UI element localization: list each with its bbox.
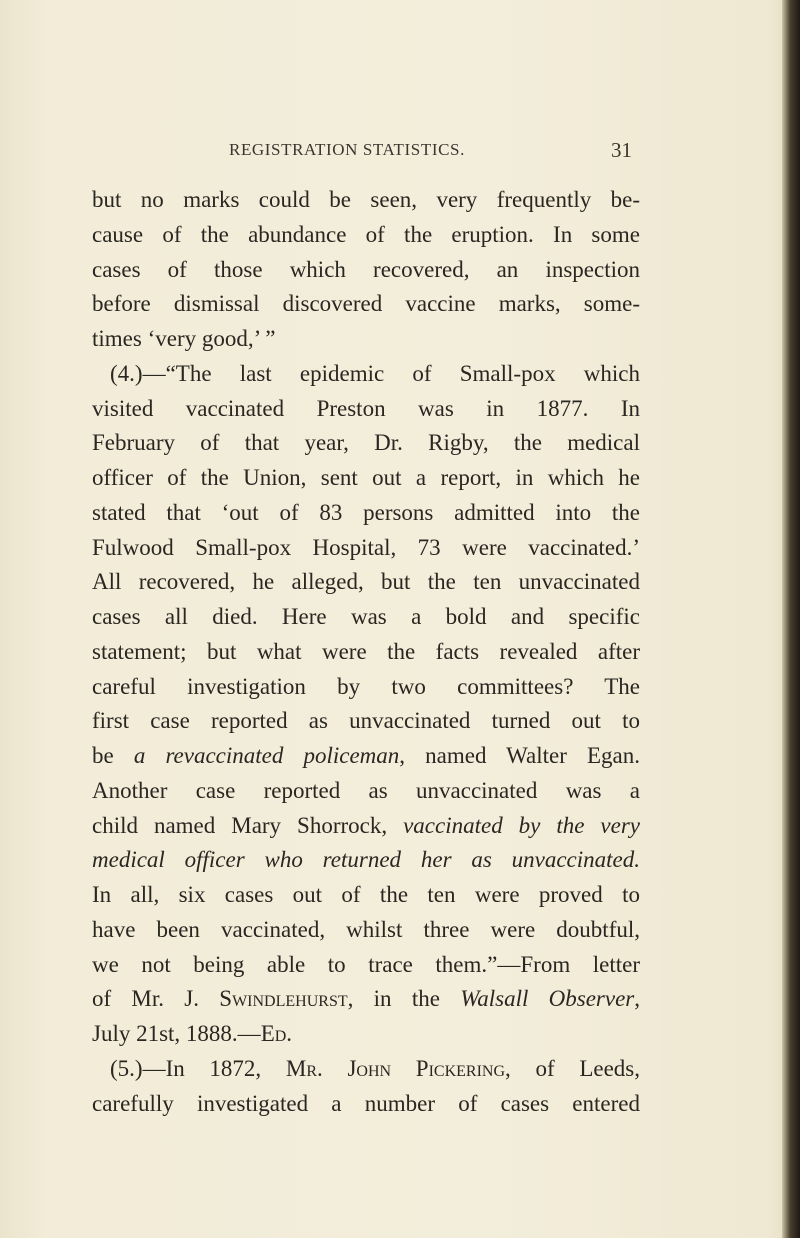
text-segment: before dismissal discovered vaccine marks, some- — [92, 291, 640, 317]
page-number: 31 — [611, 138, 632, 162]
text-segment: statement; but what were the facts revealed after — [92, 638, 640, 664]
text-segment: a revaccinated policeman — [133, 743, 400, 768]
text-segment: , — [634, 986, 640, 1012]
text-line — [92, 739, 640, 774]
running-head-title: REGISTRATION STATISTICS. — [229, 140, 465, 159]
page-edge-shadow — [782, 0, 800, 1238]
text-segment: visited vaccinated Preston was in 1877. In — [92, 395, 640, 421]
text-line — [92, 496, 640, 531]
text-line — [92, 565, 640, 600]
text-line — [92, 322, 640, 357]
text-line — [92, 704, 640, 739]
text-segment: (5.)—In 1872, — [110, 1055, 286, 1081]
text-segment: . — [286, 1021, 293, 1046]
text-segment: medical officer who returned her as unvaccinated. — [92, 847, 640, 873]
text-segment: In all, six cases out of the ten were proved to — [92, 882, 640, 907]
text-segment: be — [92, 743, 134, 768]
text-segment: Another case reported as unvaccinated was a — [92, 777, 640, 803]
text-segment: July 21st, 1888.— — [92, 1021, 261, 1046]
text-segment: stated that ‘out of 83 persons admitted into the — [92, 499, 640, 525]
text-segment: officer of the Union, sent out a report, in which he — [92, 465, 640, 490]
text-segment: vaccinated by the very — [403, 812, 640, 838]
text-line — [92, 218, 640, 253]
text-line — [92, 392, 640, 427]
text-line — [92, 774, 640, 809]
text-line — [92, 982, 640, 1017]
text-segment: of Mr. J. — [92, 986, 220, 1012]
text-segment: careful investigation by two committees? The — [92, 673, 640, 699]
text-line — [92, 287, 640, 322]
text-line — [92, 635, 640, 670]
text-segment: cause of the abundance of the eruption. In some — [92, 221, 640, 247]
text-line — [92, 670, 640, 705]
text-line — [92, 1087, 640, 1122]
text-line — [92, 183, 640, 218]
text-segment: but no marks could be seen, very frequently be- — [92, 187, 640, 212]
text-segment: have been vaccinated, whilst three were doubtful, — [92, 916, 640, 942]
text-segment: first case reported as unvaccinated turned out to — [92, 708, 640, 734]
text-segment: Fulwood Small-pox Hospital, 73 were vaccinated.’ — [92, 534, 640, 560]
text-line — [92, 461, 640, 496]
text-line — [92, 1017, 640, 1052]
text-line — [92, 600, 640, 635]
text-segment: Walsall Observer — [460, 986, 635, 1012]
running-head — [92, 140, 632, 168]
text-line — [92, 809, 640, 844]
body-text — [92, 183, 640, 1121]
text-segment: , in the — [347, 986, 461, 1012]
text-segment: All recovered, he alleged, but the ten unvaccinated — [92, 569, 640, 595]
text-line — [92, 357, 640, 392]
text-line — [92, 878, 640, 913]
text-segment: carefully investigated a number of cases entered — [92, 1090, 640, 1116]
text-segment: we not being able to trace them.”—From letter — [92, 951, 640, 977]
text-segment: child named Mary Shorrock, — [92, 812, 404, 838]
text-segment: Mr. John Pickering — [285, 1055, 506, 1081]
text-segment: Swindlehurst — [219, 986, 348, 1012]
text-segment: (4.)—“The last epidemic of Small-pox which — [110, 360, 640, 386]
text-line — [92, 426, 640, 461]
text-segment: , named Walter Egan. — [399, 743, 640, 768]
text-segment: times ‘very good,’ ” — [92, 326, 276, 351]
text-segment: cases all died. Here was a bold and specific — [92, 604, 640, 629]
text-line — [92, 843, 640, 878]
text-line — [92, 531, 640, 566]
text-segment: cases of those which recovered, an inspection — [92, 256, 640, 282]
text-segment: Ed — [260, 1021, 287, 1046]
text-segment: February of that year, Dr. Rigby, the medical — [92, 430, 640, 456]
text-line — [92, 1052, 640, 1087]
text-segment: , of Leeds, — [505, 1055, 640, 1081]
text-line — [92, 913, 640, 948]
text-line — [92, 253, 640, 288]
text-line — [92, 948, 640, 983]
